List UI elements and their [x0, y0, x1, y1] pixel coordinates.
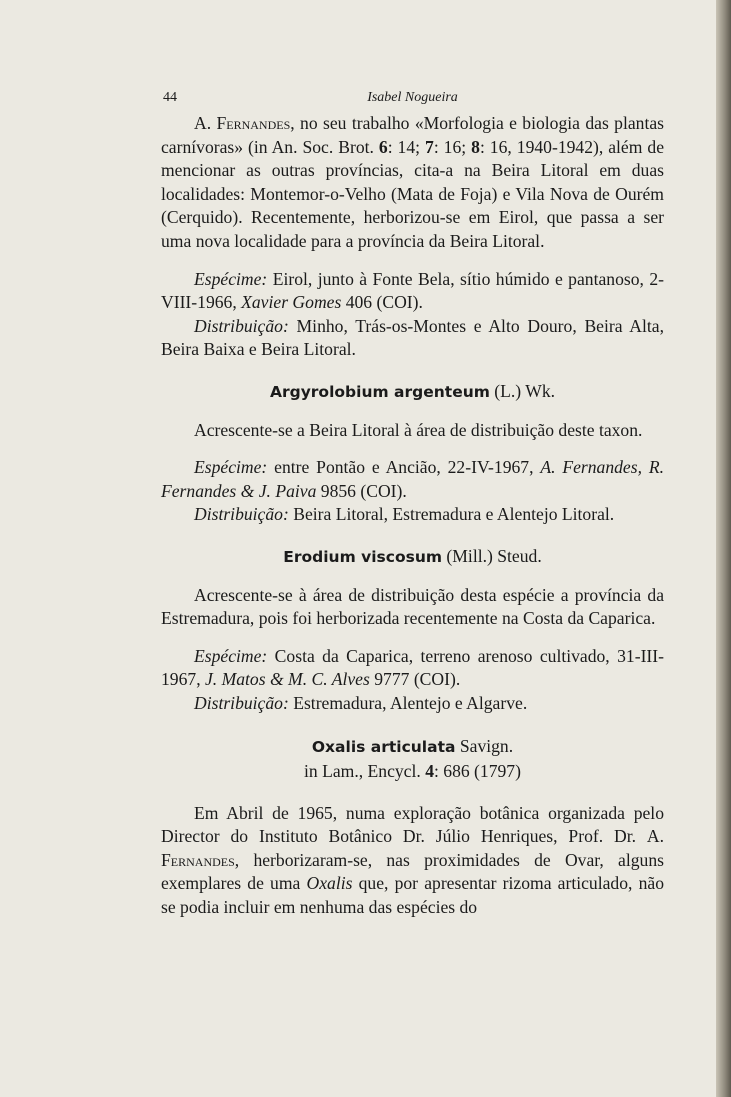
distribution-record-1: Distribuição: Minho, Trás-os-Montes e Alto Douro, Beira Alta, Beira Baixa e Beira Litoral. — [161, 315, 664, 360]
distribution-record-2: Distribuição: Beira Litoral, Estremadura e Alentejo Litoral. — [194, 504, 615, 525]
taxon-author: Savign. — [455, 736, 514, 757]
intro-paragraph: A. Fernandes, no seu trabalho «Morfologia e biologia das plantas carnívoras» (in An. Soc. Brot. 6: 14; 7: 16; 8: 16, 1940-1942), além de mencionar as outras províncias, cita-a na Beira Litoral em duas localidades: Montemor-o-Velho (Mata de Foja) e Vila Nova de Ourém (Cerquido). Recentemente, herborizou-se em Eirol, que passa a ser uma nova localidade para a província da Beira Litoral. — [161, 113, 665, 251]
distribution-record-3: Distribuição: Estremadura, Alentejo e Algarve. — [194, 692, 528, 713]
page-gutter — [716, 0, 731, 1097]
distribution-label: Distribuição: — [194, 692, 289, 713]
taxon-heading-argyrolobium — [161, 380, 664, 405]
collector-name: Xavier Gomes — [241, 292, 342, 313]
specimen-label: Espécime: — [194, 645, 268, 666]
specimen-label: Espécime: — [194, 268, 268, 289]
taxon-heading-erodium — [161, 545, 664, 570]
page-header — [161, 90, 664, 112]
collector-name: J. Matos & M. C. Alves — [204, 669, 370, 690]
taxon-author: (L.) Wk. — [489, 380, 556, 401]
specimen-record-1: Espécime: Eirol, junto à Fonte Bela, sítio húmido e pantanoso, 2-VIII-1966, Xavier Gomes 406 (COI). — [161, 268, 664, 313]
page-content — [161, 90, 664, 920]
argyrolobium-paragraph: Acrescente-se a Beira Litoral à área de distribuição deste taxon. — [194, 419, 643, 440]
distribution-label: Distribuição: — [194, 315, 289, 336]
genus-name: Oxalis — [306, 873, 353, 894]
taxon-name: Oxalis articulata — [311, 738, 456, 757]
specimen-label: Espécime: — [194, 457, 268, 478]
specimen-record-2: Espécime: entre Pontão e Ancião, 22-IV-1967, A. Fernandes, R. Fernandes & J. Paiva 9856 (COI). — [161, 457, 664, 501]
oxalis-paragraph: Em Abril de 1965, numa exploração botânica organizada pelo Director do Instituto Botânico Dr. Júlio Henriques, Prof. Dr. A. Fernandes, herborizaram-se, nas proximidades de Ovar, alguns exemplares de uma Oxalis que, por apresentar rizoma articulado, não se podia incluir em nenhuma das espécies do — [161, 802, 664, 918]
taxon-author: (Mill.) Steud. — [442, 545, 542, 566]
collector-name: A. Fernandes, R. Fernandes & J. Paiva — [161, 457, 664, 501]
taxon-name: Argyrolobium argenteum — [269, 382, 490, 401]
erodium-paragraph: Acrescente-se à área de distribuição desta espécie a província da Estremadura, pois foi herborizada recentemente na Costa da Caparica. — [161, 584, 664, 629]
specimen-record-3: Espécime: Costa da Caparica, terreno arenoso cultivado, 31-III-1967, J. Matos & M. C. Alves 9777 (COI). — [161, 645, 664, 690]
page-number: 44 — [163, 90, 177, 105]
running-head: Isabel Nogueira — [367, 90, 458, 105]
distribution-label: Distribuição: — [194, 504, 289, 525]
author-name: A. Fernandes — [161, 826, 664, 870]
taxon-heading-oxalis — [161, 735, 664, 760]
author-name: A. Fernandes — [194, 113, 291, 133]
taxon-reference: in Lam., Encycl. 4: 686 (1797) — [304, 761, 521, 782]
taxon-name: Erodium viscosum — [283, 547, 443, 566]
